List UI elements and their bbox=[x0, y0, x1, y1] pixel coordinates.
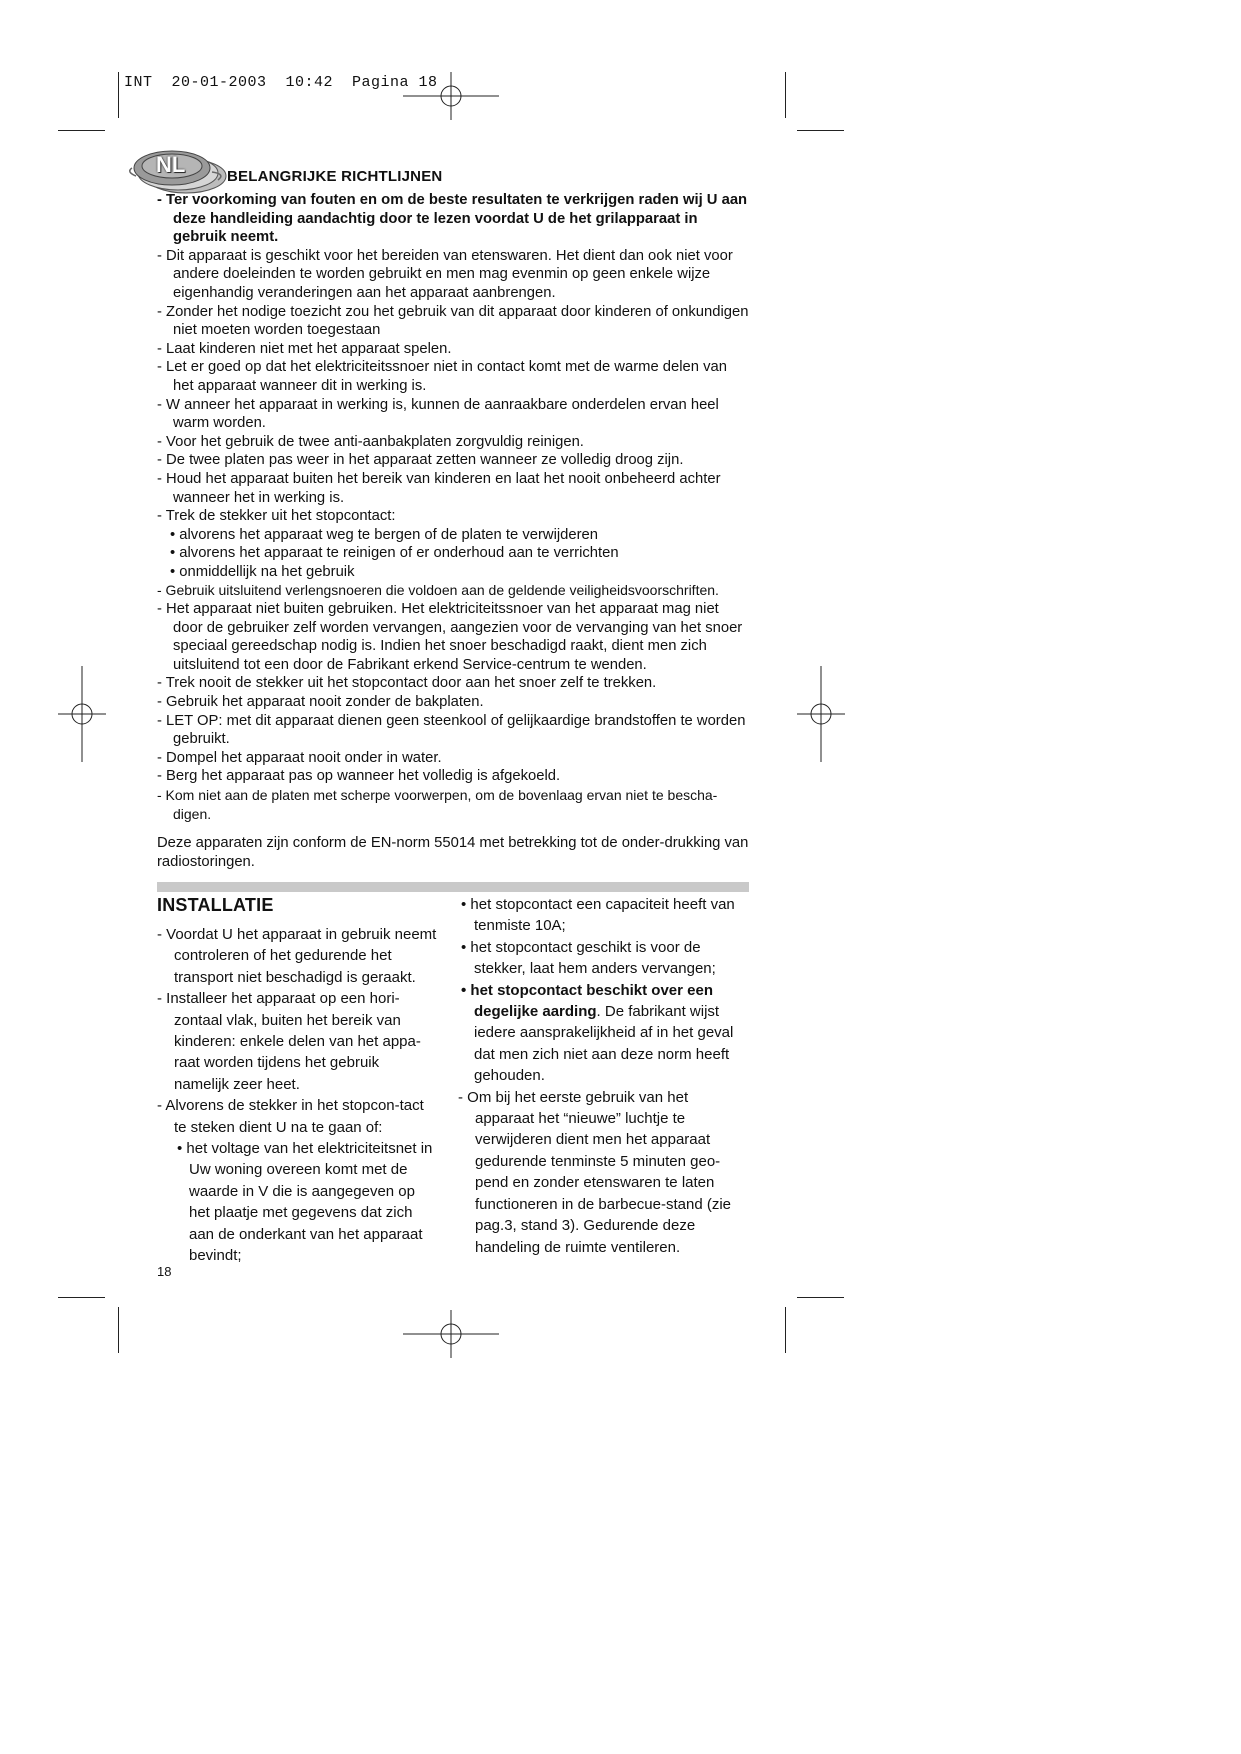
sub-list-item bbox=[458, 980, 744, 1087]
list-item: - De twee platen pas weer in het apparaat zetten wanneer ze volledig droog zijn. bbox=[157, 452, 684, 469]
registration-mark-left bbox=[58, 666, 106, 762]
registration-mark-top bbox=[403, 72, 499, 120]
list-item: - Gebruik het apparaat nooit zonder de bakplaten. bbox=[157, 694, 484, 711]
list-item: - Dompel het apparaat nooit onder in water. bbox=[157, 749, 442, 766]
section-title-guidelines: BELANGRIJKE RICHTLIJNEN bbox=[227, 168, 443, 185]
list-item: - Voor het gebruik de twee anti-aanbakplaten zorgvuldig reinigen. bbox=[157, 433, 584, 450]
installation-left-column bbox=[157, 924, 437, 1267]
compliance-note: Deze apparaten zijn conform de EN-norm 55014 met betrekking tot de onder-drukking van radiostoringen. bbox=[157, 835, 749, 870]
list-item: - LET OP: met dit apparaat dienen geen steenkool of gelijkaardige brandstoffen te worden gebruikt. bbox=[157, 712, 746, 748]
sub-list-item: • het voltage van het elektriciteitsnet in Uw woning overeen komt met de waarde in V die is aangegeven op het plaatje met gegevens dat zich aan de onderkant van het apparaat bevindt; bbox=[177, 1140, 433, 1265]
list-item: - Installeer het apparaat op een hori-zontaal vlak, buiten het bereik van kinderen: enkele delen van het appa-raat worden tijdens het gebruik namelijk zeer heet. bbox=[157, 990, 421, 1093]
list-item: - Zonder het nodige toezicht zou het gebruik van dit apparaat door kinderen of onkundigen niet moeten worden toegestaan bbox=[157, 303, 749, 339]
sub-list-item: • het stopcontact een capaciteit heeft van tenmiste 10A; bbox=[461, 896, 735, 935]
list-item: - Let er goed op dat het elektriciteitssnoer niet in contact komt met de warme delen van het apparaat wanneer dit in werking is. bbox=[157, 359, 727, 394]
sub-list-item: • het stopcontact geschikt is voor de stekker, laat hem anders vervangen; bbox=[461, 938, 716, 978]
sub-list-item: • onmiddellijk na het gebruik bbox=[170, 563, 355, 580]
list-item: - Kom niet aan de platen met scherpe voorwerpen, om de bovenlaag ervan niet te bescha-digen. bbox=[157, 787, 718, 822]
list-item: - Het apparaat niet buiten gebruiken. Het elektriciteitssnoer van het apparaat mag niet door de gebruiker zelf worden vervangen, aangezien voor de vervanging van het snoer speciaal gereedschap nodig is. Indien het snoer beschadigd raakt, dient men zich uitsluitend tot een door de Fabrikant erkend Service-centrum te wenden. bbox=[157, 601, 743, 673]
liability-note: . De fabrikant wijst iedere aansprakelijkheid af in het geval dat men zich niet aan deze norm heeft gehouden. bbox=[474, 1003, 734, 1085]
list-item: - Trek nooit de stekker uit het stopcontact door aan het snoer zelf te trekken. bbox=[157, 675, 657, 692]
list-item: - Gebruik uitsluitend verlengsnoeren die voldoen aan de geldende veiligheidsvoorschriften. bbox=[157, 582, 719, 599]
registration-mark-bottom bbox=[403, 1310, 499, 1358]
list-item: - Voordat U het apparaat in gebruik neemt controleren of het gedurende het transport niet beschadigd is geraakt. bbox=[157, 926, 437, 986]
list-item: - Trek de stekker uit het stopcontact: bbox=[157, 508, 396, 525]
language-badge bbox=[126, 146, 230, 196]
registration-mark-right bbox=[797, 666, 845, 762]
section-title-installation: INSTALLATIE bbox=[157, 895, 274, 915]
list-item: - Dit apparaat is geschikt voor het bereiden van etenswaren. Het dient dan ook niet voor andere doeleinden te worden gebruikt en men mag evenmin op geen enkele wijze eigenhandig veranderingen aan het apparaat aanbrengen. bbox=[157, 247, 733, 301]
list-item: - Berg het apparaat pas op wanneer het volledig is afgekoeld. bbox=[157, 768, 561, 785]
list-item: - W anneer het apparaat in werking is, kunnen de aanraakbare onderdelen ervan heel warm worden. bbox=[157, 396, 719, 432]
sub-list-item: • alvorens het apparaat te reinigen of er onderhoud aan te verrichten bbox=[170, 545, 619, 562]
installation-right-column bbox=[458, 894, 744, 1258]
list-item: - Houd het apparaat buiten het bereik van kinderen en laat het nooit onbeheerd achter wanneer het in werking is. bbox=[157, 470, 721, 506]
list-item: - Alvorens de stekker in het stopcon-tact te steken dient U na te gaan of: bbox=[157, 1097, 424, 1136]
print-header: INT 20-01-2003 10:42 Pagina 18 bbox=[124, 74, 438, 91]
list-item: - Om bij het eerste gebruik van het apparaat het “nieuwe” luchtje te verwijderen dient men het apparaat gedurende tenminste 5 minuten geo-pend en zonder etenswaren te laten functioneren in de barbecue-stand (zie pag.3, stand 3). Gedurende deze handeling de ruimte ventileren. bbox=[458, 1088, 731, 1256]
guidelines-list bbox=[157, 191, 749, 886]
list-item: - Ter voorkoming van fouten en om de beste resultaten te verkrijgen raden wij U aan deze handleiding aandachtig door te lezen voordat U de het grilapparaat in gebruik neemt. bbox=[157, 192, 748, 246]
sub-list-item: • alvorens het apparaat weg te bergen of de platen te verwijderen bbox=[170, 526, 598, 543]
language-code: NL bbox=[156, 152, 186, 177]
list-item: - Laat kinderen niet met het apparaat spelen. bbox=[157, 340, 452, 357]
grounding-requirement: • het stopcontact beschikt over een degelijke aarding bbox=[461, 981, 713, 1021]
page-number: 18 bbox=[157, 1264, 172, 1279]
section-divider bbox=[157, 882, 749, 892]
